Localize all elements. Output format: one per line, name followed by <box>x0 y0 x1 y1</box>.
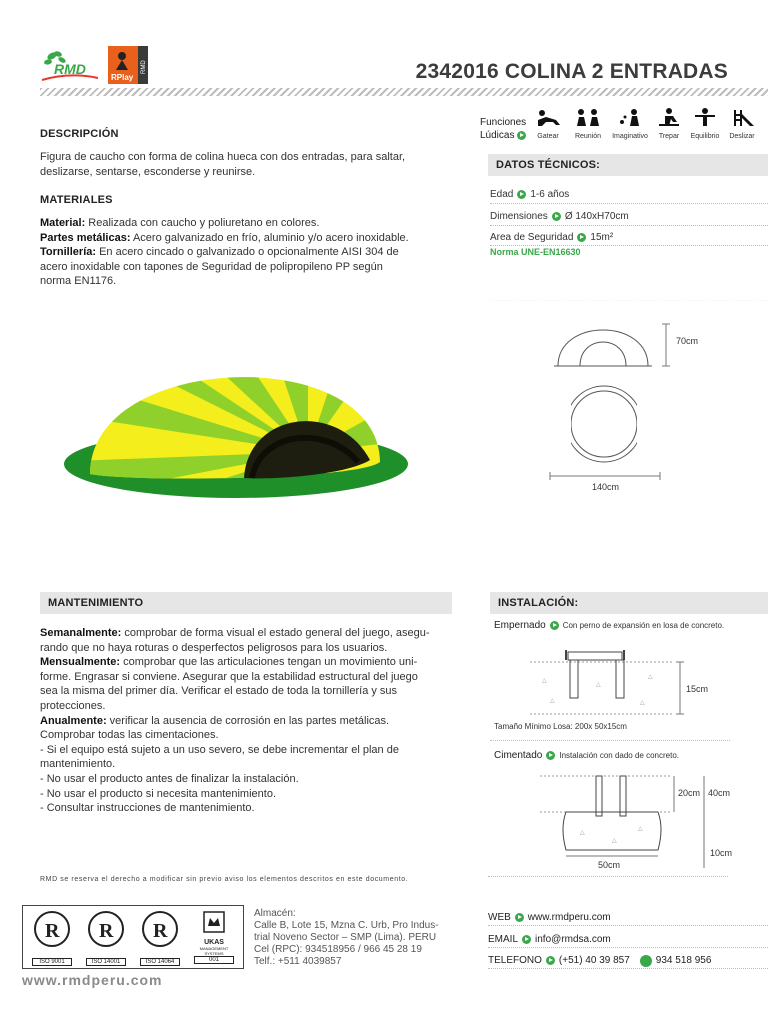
svg-text:△: △ <box>596 682 601 688</box>
certifications-box <box>22 905 244 969</box>
cert-ukas <box>194 910 234 964</box>
instalacion-divider <box>490 740 730 741</box>
whatsapp-value[interactable]: 934 518 956 <box>655 955 712 966</box>
emp-text: Con perno de expansión en losa de concreto. <box>562 621 725 630</box>
men-label: Mensualmente: <box>40 656 121 669</box>
arrow-icon <box>517 131 526 140</box>
rplay-logo-side-text: RMD <box>141 60 147 74</box>
datos-tecnicos-bar <box>488 154 768 176</box>
svg-text:△: △ <box>580 830 585 836</box>
svg-text:R: R <box>153 919 168 942</box>
cert-iso-14064 <box>140 909 180 966</box>
func-deslizar <box>726 108 758 144</box>
almacen-line: trial Noveno Sector – SMP (Lima). PERU <box>254 932 437 943</box>
group-icon <box>574 108 602 128</box>
svg-text:△: △ <box>612 838 617 844</box>
climb-icon <box>655 108 683 128</box>
funciones-label-line1: Funciones <box>480 117 527 128</box>
sem-text: rando que no haya roturas o desperfectos peligrosos para los usuarios. <box>40 641 388 654</box>
cert-iso-14001 <box>86 909 126 966</box>
disclaimer: RMD se reserva el derecho a modificar sin previo aviso los elementos descritos en este documento. <box>40 876 409 883</box>
torn-label: Tornillería: <box>40 246 97 259</box>
func-reunion <box>570 108 606 144</box>
page-title: 2342016 COLINA 2 ENTRADAS <box>415 60 728 83</box>
svg-text:△: △ <box>638 826 643 832</box>
lrqa-seal-icon <box>32 909 72 953</box>
edad-label: Edad <box>490 189 514 200</box>
empernado-drawing <box>530 650 740 718</box>
descripcion-text <box>40 150 440 179</box>
material-label: Material: <box>40 217 86 229</box>
rplay-logo <box>108 46 148 84</box>
arrow-icon <box>550 621 559 630</box>
web-link[interactable]: www.rmdperu.com <box>527 912 611 923</box>
rplay-logo-text: RPlay <box>111 73 134 82</box>
ukas-label: UKAS <box>204 939 224 946</box>
email-link[interactable]: info@rmdsa.com <box>535 934 611 945</box>
footer-website[interactable]: www.rmdperu.com <box>22 972 163 988</box>
area-value: 15m² <box>590 232 614 243</box>
anu-text: Comprobar todas las cimentaciones. <box>40 729 219 742</box>
imagination-icon <box>616 108 644 128</box>
empernado-row <box>494 620 724 631</box>
cim-dim-50: 50cm <box>598 860 621 870</box>
email-label: EMAIL <box>488 934 519 945</box>
arrow-icon <box>522 935 531 944</box>
anu-label: Anualmente: <box>40 714 107 727</box>
svg-text:R: R <box>45 919 60 942</box>
descripcion-line: Figura de caucho con forma de colina hueca con dos entradas, para saltar, <box>40 151 406 163</box>
mantenimiento-bar <box>40 592 452 614</box>
almacen-line: Telf.: +511 4039857 <box>254 956 342 967</box>
almacen-address <box>254 908 464 968</box>
almacen-line: Calle B, Lote 15, Mzna C. Urb, Pro Indus- <box>254 920 439 931</box>
note-text: - No usar el producto antes de finalizar la instalación. <box>40 772 299 785</box>
svg-text:△: △ <box>550 698 555 704</box>
web-label: WEB <box>488 912 511 923</box>
cimentado-row <box>494 750 679 761</box>
func-label: Imaginativo <box>612 133 648 140</box>
men-text: forme. Engrasar si conviene. Asegurar que la estabilidad estructural del juego <box>40 670 418 683</box>
cim-dim-20: 20cm <box>678 788 701 798</box>
svg-text:△: △ <box>648 674 653 680</box>
note-text: - Si el equipo está sujeto a un uso severo, se debe incrementar el plan de <box>40 743 399 756</box>
almacen-title: Almacén: <box>254 908 296 919</box>
emp-label: Empernado <box>494 620 546 631</box>
losa-text: Tamaño Mínimo Losa: 200x 50x15cm <box>494 722 627 731</box>
footer-divider <box>488 876 728 877</box>
rmd-logo-text: RMD <box>54 61 86 77</box>
whatsapp-icon <box>640 955 652 967</box>
func-equilibrio <box>688 108 722 144</box>
arrow-icon <box>552 212 561 221</box>
cert-iso-9001 <box>32 909 72 966</box>
arrow-icon <box>517 190 526 199</box>
tel-label: TELEFONO <box>488 955 542 966</box>
mantenimiento-text <box>40 626 452 816</box>
torn-text: acero inoxidable con tapones de Seguridad de polipropileno PP según <box>40 260 383 273</box>
instalacion-heading: INSTALACIÓN: <box>498 597 579 609</box>
torn-text: norma EN1176. <box>40 275 117 288</box>
func-imaginativo <box>610 108 650 144</box>
materiales-heading: MATERIALES <box>40 194 113 206</box>
rmd-logo <box>40 48 102 84</box>
email-row <box>488 932 768 948</box>
func-gatear <box>530 108 566 144</box>
balance-icon <box>691 108 719 128</box>
men-text: sea la misma del primer día. Verificar el estado de toda la tornillería y sus <box>40 685 398 698</box>
anu-text: verificar la ausencia de corrosión en las partes metálicas. <box>106 714 390 727</box>
func-trepar <box>654 108 684 144</box>
func-label: Trepar <box>658 133 680 140</box>
crawl-icon <box>534 108 562 128</box>
descripcion-heading: DESCRIPCIÓN <box>40 128 119 140</box>
funciones-label <box>480 116 526 142</box>
header-hatch-divider <box>40 88 768 96</box>
edad-row <box>490 186 768 204</box>
func-label: Reunión <box>574 133 602 140</box>
instalacion-bar <box>490 592 768 614</box>
torn-text: En acero cincado o galvanizado o opcionalmente AISI 304 de <box>96 246 399 259</box>
dim-value: Ø 140xH70cm <box>564 211 629 222</box>
cim-label: Cimentado <box>494 750 543 761</box>
telefono-row <box>488 953 768 969</box>
area-row <box>490 230 768 246</box>
material-text: Realizada con caucho y poliuretano en colores. <box>85 217 320 229</box>
func-label: Gatear <box>537 133 559 140</box>
dim-label: Dimensiones <box>490 211 548 222</box>
cim-dim-40: 40cm <box>708 788 731 798</box>
iso-label: ISO 14064 <box>140 958 180 966</box>
func-label: Equilibrio <box>690 133 720 140</box>
norma-text: Norma UNE-EN16630 <box>490 247 581 257</box>
materiales-text <box>40 216 450 289</box>
datos-heading: DATOS TÉCNICOS: <box>496 159 601 171</box>
cimentado-drawing <box>540 768 768 874</box>
ukas-sub-label: MANAGEMENT SYSTEMS <box>199 946 229 956</box>
arrow-icon <box>515 913 524 922</box>
partes-text: Acero galvanizado en frío, aluminio y/o acero inoxidable. <box>130 231 409 244</box>
iso-label: ISO 9001 <box>32 958 72 966</box>
almacen-line: Cel (RPC): 934518956 / 966 45 28 19 <box>254 944 422 955</box>
iso-label: ISO 14001 <box>86 958 126 966</box>
svg-text:△: △ <box>640 700 645 706</box>
area-label: Area de Seguridad <box>490 232 574 243</box>
arrow-icon <box>546 956 555 965</box>
product-image <box>8 312 438 544</box>
funciones-icons <box>530 108 758 144</box>
dimensiones-row <box>490 208 768 226</box>
edad-value: 1-6 años <box>530 189 570 200</box>
mantenimiento-heading: MANTENIMIENTO <box>48 597 144 609</box>
sem-text: comprobar de forma visual el estado general del juego, asegu- <box>121 627 430 639</box>
emp-dim-label: 15cm <box>686 684 709 694</box>
men-text: protecciones. <box>40 699 106 712</box>
sem-label: Semanalmente: <box>40 627 122 639</box>
tel-value[interactable]: (+51) 40 39 857 <box>558 955 630 966</box>
funciones-label-line2: Lúdicas <box>480 130 515 141</box>
func-label: Deslizar <box>729 133 755 140</box>
width-dim-label: 140cm <box>592 482 620 492</box>
arrow-icon <box>546 751 555 760</box>
slide-icon <box>728 108 756 128</box>
arrow-icon <box>577 233 586 242</box>
web-row <box>488 910 768 926</box>
cim-text: Instalación con dado de concreto. <box>559 751 679 760</box>
cim-dim-10: 10cm <box>710 848 733 858</box>
lrqa-seal-icon <box>140 909 180 953</box>
lrqa-seal-icon <box>86 909 126 953</box>
note-text: - No usar el producto si necesita mantenimiento. <box>40 787 277 800</box>
descripcion-line: deslizarse, sentarse, esconderse y reunirse. <box>40 165 256 178</box>
svg-text:R: R <box>99 919 114 942</box>
men-text: comprobar que las articulaciones tengan un movimiento uni- <box>120 656 418 669</box>
ukas-number: 001 <box>194 956 234 964</box>
ukas-crown-icon <box>198 910 230 934</box>
note-text: mantenimiento. <box>40 758 116 771</box>
note-text: - Consultar instrucciones de mantenimiento. <box>40 802 255 815</box>
height-dim-label: 70cm <box>676 336 699 346</box>
partes-label: Partes metálicas: <box>40 231 131 244</box>
technical-drawing <box>488 300 768 500</box>
svg-text:△: △ <box>542 678 547 684</box>
